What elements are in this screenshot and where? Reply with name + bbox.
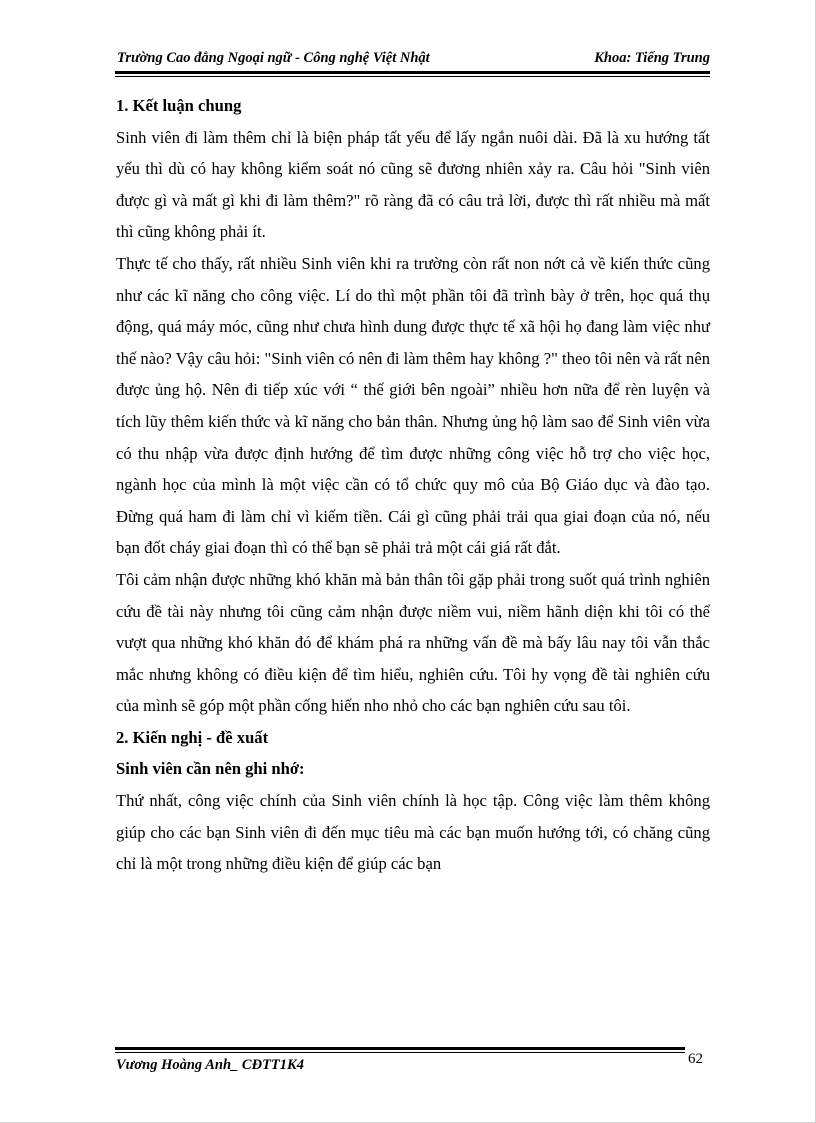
page-body [116, 90, 710, 880]
header-faculty: Khoa: Tiếng Trung [594, 50, 710, 66]
page-number: 62 [688, 1051, 703, 1067]
paragraph: Tôi cảm nhận được những khó khăn mà bản thân tôi gặp phải trong suốt quá trình nghiên cứu đề tài này nhưng tôi cũng cảm nhận được niềm vui, niềm hãnh diện khi tôi có thể vượt qua những khó khăn đó để khám phá ra những vấn đề mà bấy lâu nay tôi vẫn thắc mắc nhưng không có điều kiện để tìm hiểu, nghiên cứu. Tôi hy vọng đề tài nghiên cứu của mình sẽ góp một phần cống hiến nho nhỏ cho các bạn nghiên cứu sau tôi. [116, 569, 710, 716]
footer-rule [115, 1047, 685, 1050]
section-heading-recommendations: 2. Kiến nghị - đề xuất [116, 727, 269, 747]
page-header [115, 48, 710, 70]
paragraph: Thực tế cho thấy, rất nhiều Sinh viên khi ra trường còn rất non nớt cả về kiến thức cũng như các kĩ năng cho công việc. Lí do thì một phần tôi đã trình bày ở trên, học quá thụ động, quá máy móc, cũng như chưa hình dung được thực tế xã hội họ đang làm việc như thế nào? Vậy câu hỏi: "Sinh viên có nên đi làm thêm hay không ?" theo tôi nên và rất nên được ủng hộ. Nên đi tiếp xúc với “ thế giới bên ngoài” nhiều hơn nữa để rèn luyện và tích lũy thêm kiến thức và kĩ năng cho bản thân. Nhưng ủng hộ làm sao để Sinh viên vừa có thu nhập vừa được định hướng để tìm được những công việc hỗ trợ cho việc học, ngành học của mình là một việc cần có tổ chức quy mô của Bộ Giáo dục và đào tạo. Đừng quá ham đi làm chỉ vì kiếm tiền. Cái gì cũng phải trải qua giai đoạn của nó, nếu bạn đốt cháy giai đoạn thì có thể bạn sẽ phải trả một cái giá rất đắt. [116, 253, 710, 558]
section-heading-conclusion: 1. Kết luận chung [116, 96, 242, 115]
header-school-name: Trường Cao đẳng Ngoại ngữ - Công nghệ Việt Nhật [117, 50, 430, 66]
subheading-students-note: Sinh viên cần nên ghi nhớ: [116, 759, 305, 779]
footer-rule-thin [115, 1052, 685, 1053]
footer-author: Vương Hoàng Anh_ CĐTT1K4 [116, 1057, 304, 1073]
paragraph: Thứ nhất, công việc chính của Sinh viên chính là học tập. Công việc làm thêm không giúp cho các bạn Sinh viên đi đến mục tiêu mà các bạn muốn hướng tới, có chăng cũng chỉ là một trong những điều kiện để giúp các bạn [116, 791, 710, 874]
header-rule [115, 71, 710, 74]
paragraph: Sinh viên đi làm thêm chỉ là biện pháp tất yếu để lấy ngắn nuôi dài. Đã là xu hướng tất yếu thì dù có hay không kiểm soát nó cũng sẽ đương nhiên xảy ra. Câu hỏi "Sinh viên được gì và mất gì khi đi làm thêm?" rõ ràng đã có câu trả lời, được thì rất nhiều mà mất thì cũng không phải ít. [116, 127, 710, 242]
header-rule-thin [115, 76, 710, 77]
